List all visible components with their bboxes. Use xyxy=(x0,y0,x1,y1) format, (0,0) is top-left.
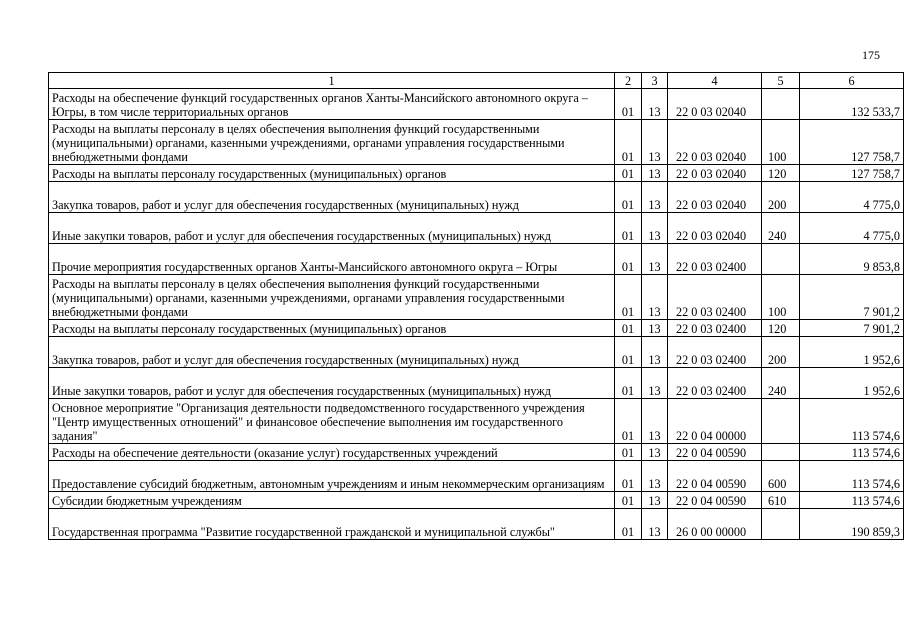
expense-name: Закупка товаров, работ и услуг для обеспечения государственных (муниципальных) нужд xyxy=(49,337,615,368)
column-header: 4 xyxy=(668,73,762,89)
expense-name: Иные закупки товаров, работ и услуг для обеспечения государственных (муниципальных) нужд xyxy=(49,213,615,244)
column-header: 1 xyxy=(49,73,615,89)
subsection-code: 13 xyxy=(642,120,668,165)
expense-name: Расходы на выплаты персоналу в целях обеспечения выполнения функций государственными (муниципальными) органами, казенными учреждениями, органами управления государственными внебюджетными фондами xyxy=(49,275,615,320)
section-code: 01 xyxy=(615,368,642,399)
subsection-code: 13 xyxy=(642,461,668,492)
section-code: 01 xyxy=(615,275,642,320)
table-row xyxy=(49,244,904,275)
expense-name: Закупка товаров, работ и услуг для обеспечения государственных (муниципальных) нужд xyxy=(49,182,615,213)
column-number-row xyxy=(49,73,904,89)
table-row xyxy=(49,213,904,244)
section-code: 01 xyxy=(615,492,642,509)
subsection-code: 13 xyxy=(642,399,668,444)
subsection-code: 13 xyxy=(642,244,668,275)
target-article-code: 22 0 03 02040 xyxy=(668,89,762,120)
table-row xyxy=(49,275,904,320)
target-article-code: 22 0 03 02040 xyxy=(668,165,762,182)
column-header: 3 xyxy=(642,73,668,89)
target-article-code: 22 0 04 00590 xyxy=(668,461,762,492)
section-code: 01 xyxy=(615,337,642,368)
target-article-code: 22 0 03 02040 xyxy=(668,120,762,165)
expense-name: Государственная программа "Развитие государственной гражданской и муниципальной службы" xyxy=(49,509,615,540)
section-code: 01 xyxy=(615,165,642,182)
amount: 4 775,0 xyxy=(800,213,904,244)
table-row xyxy=(49,337,904,368)
table-row xyxy=(49,120,904,165)
expense-type-code: 240 xyxy=(762,213,800,244)
page-number: 175 xyxy=(862,48,880,62)
subsection-code: 13 xyxy=(642,213,668,244)
section-code: 01 xyxy=(615,509,642,540)
table-row xyxy=(49,399,904,444)
table-row xyxy=(49,509,904,540)
expense-name: Расходы на выплаты персоналу государственных (муниципальных) органов xyxy=(49,320,615,337)
amount: 1 952,6 xyxy=(800,368,904,399)
subsection-code: 13 xyxy=(642,89,668,120)
target-article-code: 22 0 04 00590 xyxy=(668,444,762,461)
budget-table xyxy=(48,72,904,540)
amount: 9 853,8 xyxy=(800,244,904,275)
table-row xyxy=(49,182,904,213)
subsection-code: 13 xyxy=(642,165,668,182)
expense-name: Основное мероприятие "Организация деятельности подведомственного государственного учреждения "Центр имущественных отношений" и финансовое обеспечение выполнения им государственного задания" xyxy=(49,399,615,444)
target-article-code: 22 0 03 02400 xyxy=(668,337,762,368)
expense-type-code: 120 xyxy=(762,320,800,337)
section-code: 01 xyxy=(615,320,642,337)
section-code: 01 xyxy=(615,213,642,244)
column-header: 5 xyxy=(762,73,800,89)
section-code: 01 xyxy=(615,461,642,492)
expense-name: Предоставление субсидий бюджетным, автономным учреждениям и иным некоммерческим организациям xyxy=(49,461,615,492)
subsection-code: 13 xyxy=(642,368,668,399)
amount: 132 533,7 xyxy=(800,89,904,120)
expense-type-code: 100 xyxy=(762,120,800,165)
target-article-code: 22 0 03 02040 xyxy=(668,182,762,213)
table-row xyxy=(49,320,904,337)
expense-name: Расходы на выплаты персоналу в целях обеспечения выполнения функций государственными (муниципальными) органами, казенными учреждениями, органами управления государственными внебюджетными фондами xyxy=(49,120,615,165)
subsection-code: 13 xyxy=(642,275,668,320)
subsection-code: 13 xyxy=(642,182,668,213)
target-article-code: 22 0 04 00590 xyxy=(668,492,762,509)
column-header: 2 xyxy=(615,73,642,89)
expense-type-code: 200 xyxy=(762,182,800,213)
target-article-code: 26 0 00 00000 xyxy=(668,509,762,540)
section-code: 01 xyxy=(615,444,642,461)
expense-name: Иные закупки товаров, работ и услуг для обеспечения государственных (муниципальных) нужд xyxy=(49,368,615,399)
table-row xyxy=(49,165,904,182)
target-article-code: 22 0 03 02400 xyxy=(668,244,762,275)
table-row xyxy=(49,368,904,399)
expense-type-code: 100 xyxy=(762,275,800,320)
subsection-code: 13 xyxy=(642,337,668,368)
expense-type-code xyxy=(762,399,800,444)
expense-type-code: 200 xyxy=(762,337,800,368)
amount: 4 775,0 xyxy=(800,182,904,213)
table-row xyxy=(49,89,904,120)
expense-type-code xyxy=(762,444,800,461)
section-code: 01 xyxy=(615,182,642,213)
column-header: 6 xyxy=(800,73,904,89)
table-row xyxy=(49,461,904,492)
amount: 113 574,6 xyxy=(800,461,904,492)
target-article-code: 22 0 03 02040 xyxy=(668,213,762,244)
target-article-code: 22 0 04 00000 xyxy=(668,399,762,444)
amount: 7 901,2 xyxy=(800,320,904,337)
expense-type-code xyxy=(762,244,800,275)
subsection-code: 13 xyxy=(642,320,668,337)
target-article-code: 22 0 03 02400 xyxy=(668,275,762,320)
expense-type-code: 600 xyxy=(762,461,800,492)
section-code: 01 xyxy=(615,120,642,165)
expense-name: Расходы на обеспечение функций государственных органов Ханты-Мансийского автономного округа – Югры, в том числе территориальных органов xyxy=(49,89,615,120)
expense-name: Субсидии бюджетным учреждениям xyxy=(49,492,615,509)
amount: 113 574,6 xyxy=(800,444,904,461)
amount: 113 574,6 xyxy=(800,399,904,444)
subsection-code: 13 xyxy=(642,444,668,461)
expense-type-code: 610 xyxy=(762,492,800,509)
expense-type-code: 120 xyxy=(762,165,800,182)
target-article-code: 22 0 03 02400 xyxy=(668,368,762,399)
target-article-code: 22 0 03 02400 xyxy=(668,320,762,337)
expense-type-code xyxy=(762,509,800,540)
table-row xyxy=(49,492,904,509)
section-code: 01 xyxy=(615,89,642,120)
expense-type-code: 240 xyxy=(762,368,800,399)
amount: 7 901,2 xyxy=(800,275,904,320)
amount: 1 952,6 xyxy=(800,337,904,368)
amount: 190 859,3 xyxy=(800,509,904,540)
subsection-code: 13 xyxy=(642,509,668,540)
expense-name: Прочие мероприятия государственных органов Ханты-Мансийского автономного округа – Югры xyxy=(49,244,615,275)
section-code: 01 xyxy=(615,244,642,275)
amount: 113 574,6 xyxy=(800,492,904,509)
subsection-code: 13 xyxy=(642,492,668,509)
section-code: 01 xyxy=(615,399,642,444)
table-row xyxy=(49,444,904,461)
amount: 127 758,7 xyxy=(800,165,904,182)
expense-name: Расходы на обеспечение деятельности (оказание услуг) государственных учреждений xyxy=(49,444,615,461)
expense-type-code xyxy=(762,89,800,120)
expense-name: Расходы на выплаты персоналу государственных (муниципальных) органов xyxy=(49,165,615,182)
amount: 127 758,7 xyxy=(800,120,904,165)
